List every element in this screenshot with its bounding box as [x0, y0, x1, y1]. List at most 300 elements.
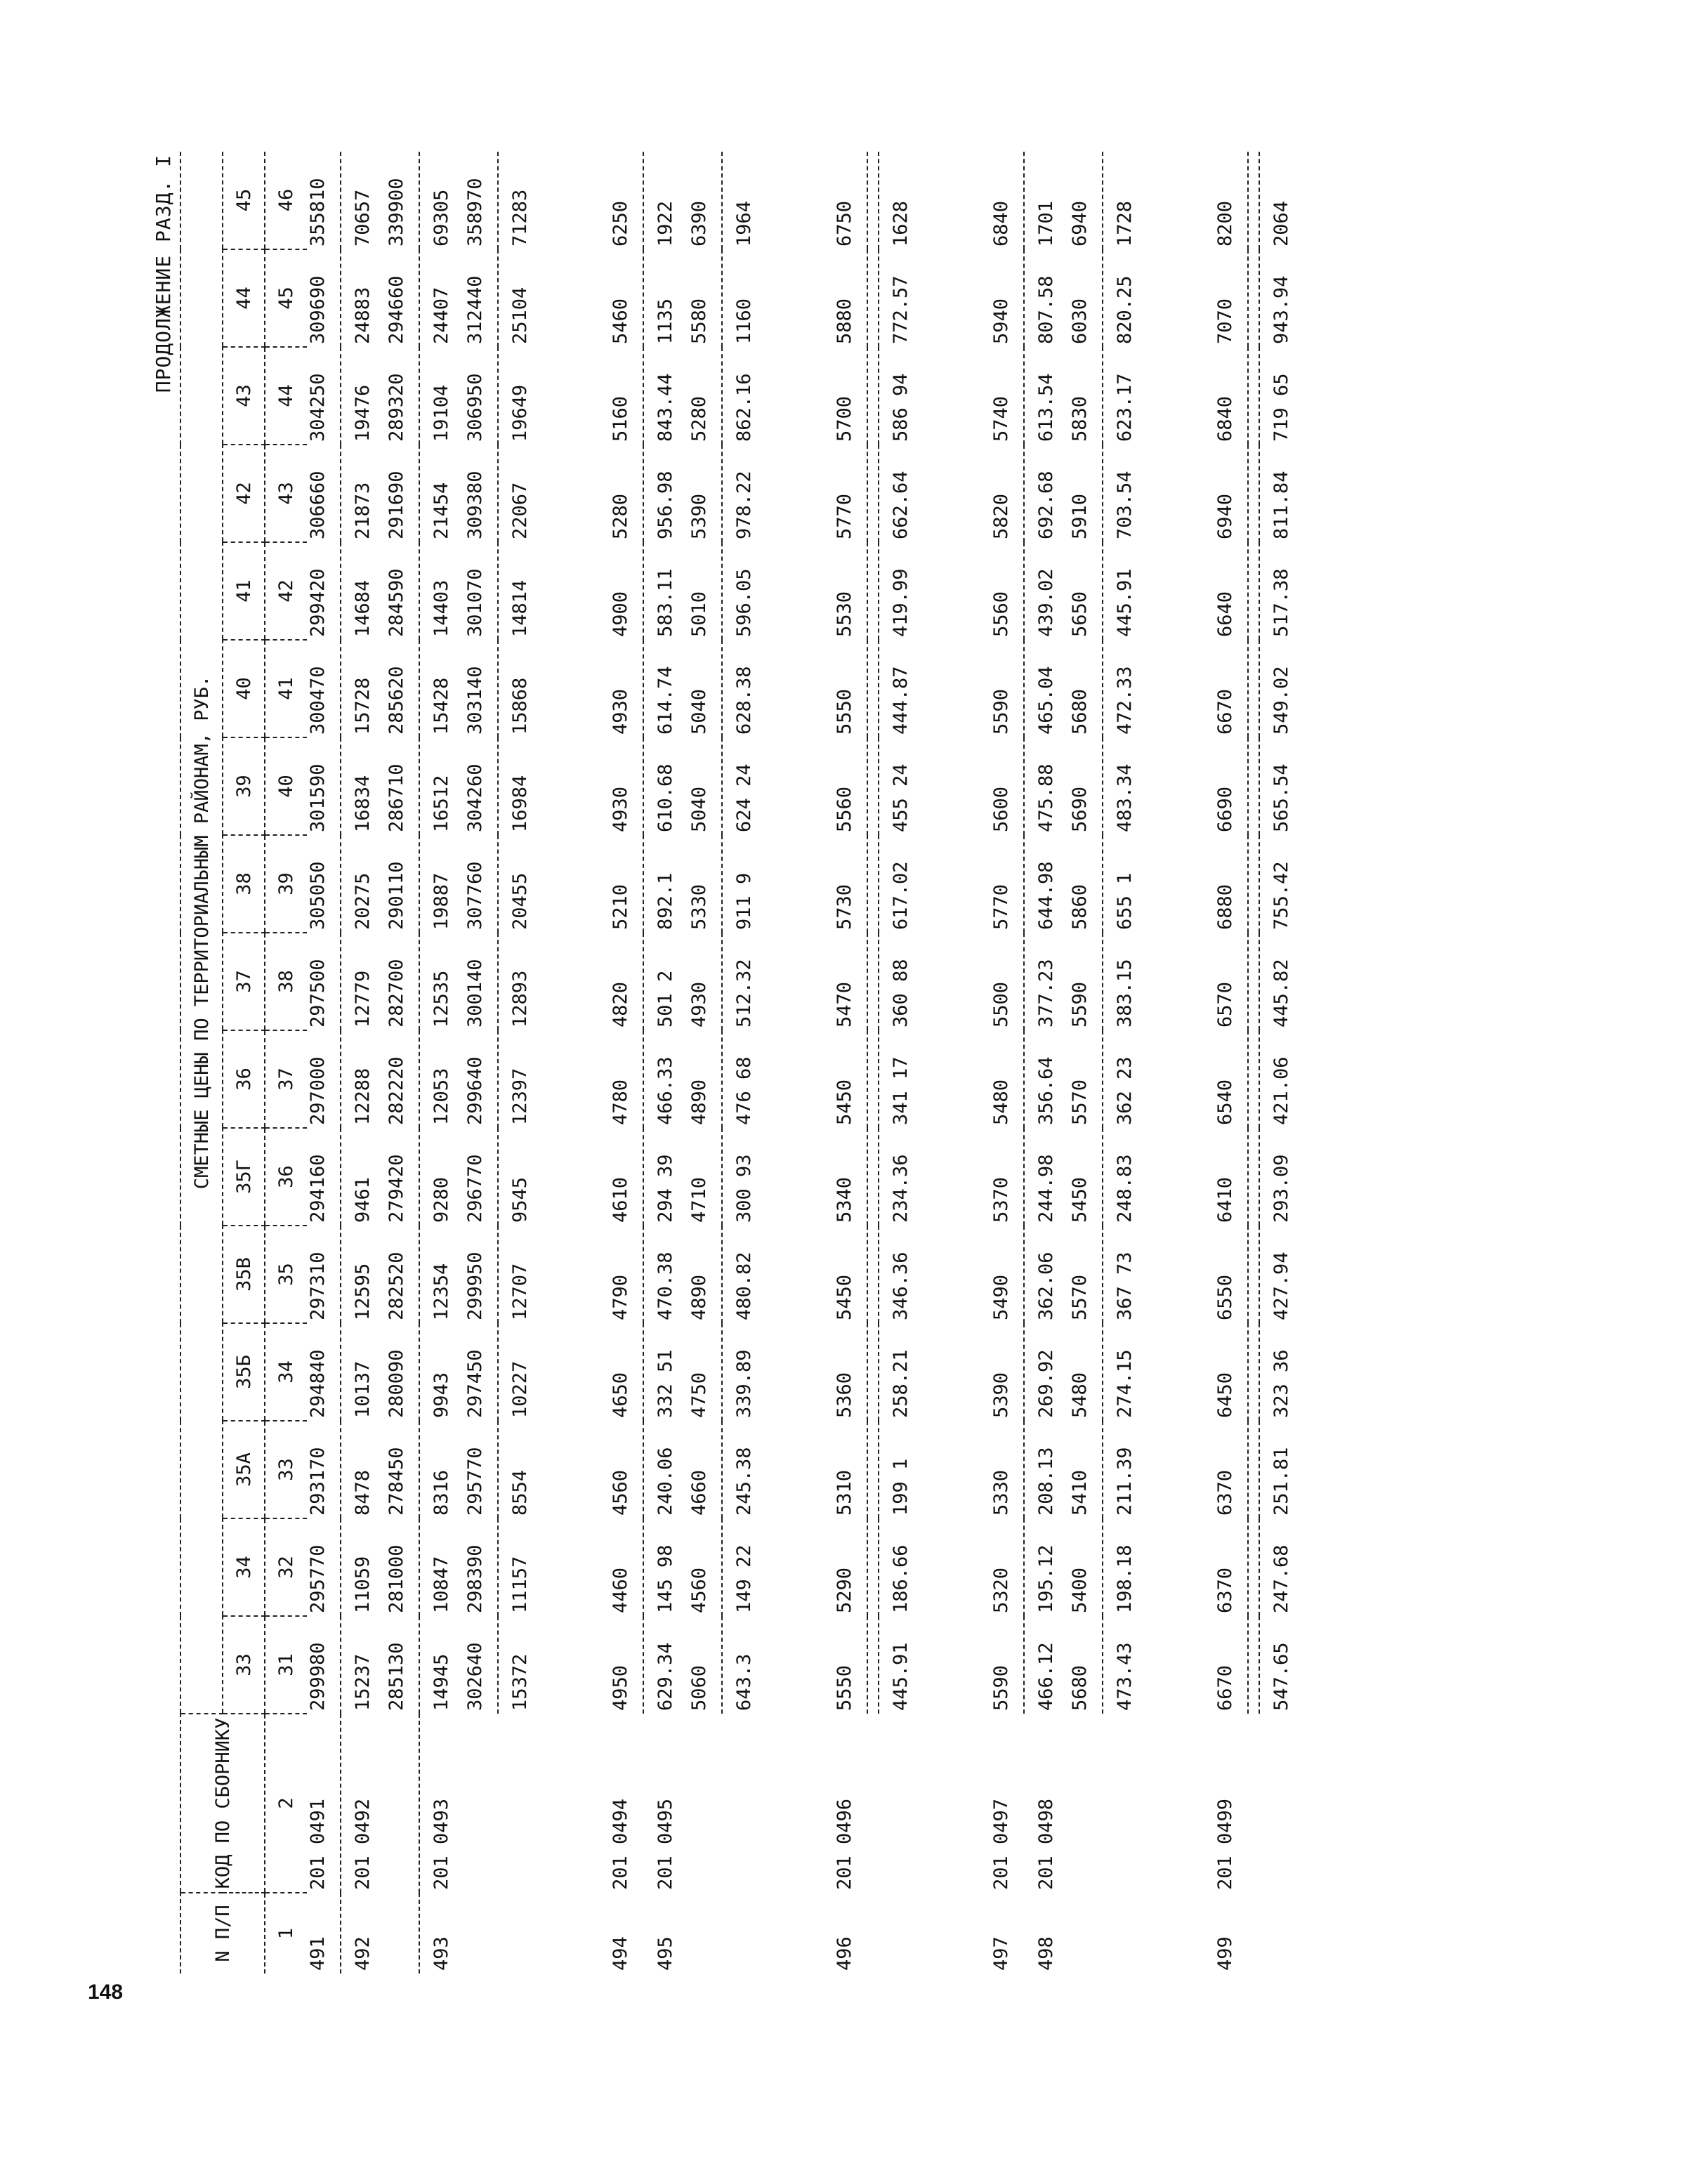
separator-cell [1259, 445, 1270, 542]
separator-cell [879, 640, 890, 737]
price-cell: 4930 [688, 981, 710, 1027]
price-cell: 367 73 [1114, 1252, 1136, 1320]
separator-cell [341, 1128, 352, 1226]
price-cell: 12595 [352, 1263, 374, 1320]
price-cell: 5940 [990, 298, 1012, 344]
separator-cell [419, 933, 431, 1030]
price-cell: 5040 [688, 688, 710, 735]
separator-cell [1103, 445, 1114, 542]
separator-cell [722, 835, 733, 933]
row-code [509, 1714, 543, 1893]
header-column-number: 39 [265, 835, 307, 933]
separator-cell [1259, 249, 1270, 347]
price-cell: 4560 [610, 1469, 631, 1516]
price-cell: 5860 [1069, 884, 1091, 930]
separator-cell [643, 542, 655, 640]
price-cell: 332 51 [655, 1349, 676, 1418]
price-cell: 5570 [1069, 1079, 1091, 1125]
price-cell: 355810 [307, 178, 329, 247]
price-cell: 299950 [464, 1252, 486, 1320]
separator-cell [643, 347, 655, 445]
spacer-cell [767, 1518, 834, 1616]
spacer-cell [767, 1616, 834, 1714]
price-cell: 12397 [509, 1068, 531, 1125]
row-number: 495 [655, 1936, 676, 1971]
separator-cell [722, 1893, 733, 1974]
header-column-number: 44 [265, 347, 307, 445]
price-cell: 297310 [307, 1252, 329, 1320]
price-cell: 5740 [990, 395, 1012, 442]
price-cell: 14814 [509, 579, 531, 637]
price-cell: 5820 [990, 493, 1012, 539]
header-column-number: 40 [265, 737, 307, 835]
separator-cell [643, 640, 655, 737]
spacer-cell [543, 445, 610, 542]
price-cell: 290110 [386, 861, 407, 930]
separator-cell [1248, 152, 1259, 249]
price-cell: 282700 [386, 959, 407, 1027]
price-cell: 623.17 [1114, 373, 1136, 442]
spacer-cell [924, 835, 990, 933]
separator-cell [1024, 347, 1035, 445]
price-cell: 294160 [307, 1154, 329, 1223]
price-cell: 911 9 [733, 872, 755, 930]
separator-cell [879, 1226, 890, 1323]
separator-cell [1259, 640, 1270, 737]
separator-cell [1248, 1616, 1259, 1714]
price-cell: 6390 [688, 200, 710, 247]
price-cell: 195.12 [1035, 1544, 1057, 1613]
price-cell: 299640 [464, 1056, 486, 1125]
separator-cell [867, 249, 879, 347]
table-row [655, 152, 688, 1974]
price-cell: 4460 [610, 1567, 631, 1613]
price-cell: 19649 [509, 384, 531, 442]
separator-cell [498, 933, 509, 1030]
price-cell: 12779 [352, 970, 374, 1027]
separator-cell [722, 1714, 733, 1893]
separator-cell [1024, 445, 1035, 542]
price-cell: 15728 [352, 677, 374, 735]
price-cell: 302640 [464, 1642, 486, 1711]
separator-cell [1103, 1518, 1114, 1616]
row-code: 201 0497 [990, 1798, 1012, 1890]
separator-cell [1103, 1128, 1114, 1226]
price-cell: 692.68 [1035, 471, 1057, 539]
separator-cell [341, 1616, 352, 1714]
separator-cell [867, 737, 879, 835]
price-cell: 5320 [990, 1567, 1012, 1613]
price-cell: 5770 [834, 493, 855, 539]
spacer-cell [543, 1893, 610, 1974]
separator-cell [643, 1030, 655, 1128]
separator-cell [879, 737, 890, 835]
table-row [834, 152, 867, 1974]
separator-cell [498, 1518, 509, 1616]
price-cell: 470.38 [655, 1252, 676, 1320]
price-cell: 5470 [834, 981, 855, 1027]
separator-cell [1248, 347, 1259, 445]
price-cell: 6750 [834, 200, 855, 247]
spacer-cell [924, 640, 990, 737]
price-cell: 269.92 [1035, 1349, 1057, 1418]
price-cell: 5160 [610, 395, 631, 442]
price-cell: 22067 [509, 482, 531, 539]
price-cell: 4780 [610, 1079, 631, 1125]
price-cell: 811.84 [1270, 471, 1292, 539]
table-header [180, 152, 307, 1974]
separator-cell [867, 1226, 879, 1323]
row-code-empty [688, 1714, 722, 1893]
separator-cell [879, 1714, 890, 1893]
price-cell: 583.11 [655, 568, 676, 637]
table-body [307, 152, 1304, 1974]
separator-cell [1024, 1323, 1035, 1421]
spacer-cell [767, 347, 834, 445]
price-cell: 341 17 [890, 1056, 912, 1125]
separator-cell [1259, 933, 1270, 1030]
row-code [1114, 1714, 1148, 1893]
price-cell: 356.64 [1035, 1056, 1057, 1125]
spacer-cell [767, 835, 834, 933]
price-cell: 362.06 [1035, 1252, 1057, 1320]
price-cell: 5500 [990, 981, 1012, 1027]
price-cell: 309380 [464, 471, 486, 539]
price-cell: 312440 [464, 275, 486, 344]
spacer-cell [1148, 1323, 1214, 1421]
spacer-cell [924, 445, 990, 542]
separator-cell [643, 1421, 655, 1518]
table-row [464, 152, 498, 1974]
price-cell: 6250 [610, 200, 631, 247]
price-cell: 383.15 [1114, 959, 1136, 1027]
price-cell: 300470 [307, 666, 329, 735]
row-code-empty [1069, 1714, 1103, 1893]
row-code: 201 0493 [431, 1798, 452, 1890]
separator-cell [1259, 1128, 1270, 1226]
separator-cell [1024, 542, 1035, 640]
price-cell: 5290 [834, 1567, 855, 1613]
separator-cell [643, 1226, 655, 1323]
price-cell: 360 88 [890, 959, 912, 1027]
spacer-cell [543, 1421, 610, 1518]
row-code [733, 1714, 767, 1893]
spacer-cell [543, 640, 610, 737]
header-region: 35Б [223, 1323, 265, 1421]
price-cell: 70657 [352, 189, 374, 247]
price-cell: 624 24 [733, 763, 755, 832]
price-cell: 4900 [610, 591, 631, 637]
price-cell: 549.02 [1270, 666, 1292, 735]
price-cell: 10137 [352, 1360, 374, 1418]
price-cell: 20275 [352, 872, 374, 930]
price-cell: 5280 [610, 493, 631, 539]
price-cell: 4750 [688, 1372, 710, 1418]
separator-cell [1248, 445, 1259, 542]
separator-cell [879, 1518, 890, 1616]
spacer-cell [1148, 1421, 1214, 1518]
table-row [1114, 152, 1148, 1974]
separator-cell [1259, 1518, 1270, 1616]
separator-cell [722, 737, 733, 835]
price-cell: 4950 [610, 1664, 631, 1711]
separator-cell [1248, 1518, 1259, 1616]
separator-cell [498, 542, 509, 640]
page-number: 148 [88, 1981, 124, 2004]
price-cell: 5370 [990, 1176, 1012, 1223]
separator-cell [1103, 1893, 1114, 1974]
price-cell: 4710 [688, 1176, 710, 1223]
separator-cell [341, 835, 352, 933]
separator-cell [867, 1893, 879, 1974]
price-cell: 284590 [386, 568, 407, 637]
header-column-number: 33 [265, 1421, 307, 1518]
price-cell: 1964 [733, 200, 755, 247]
separator-cell [867, 1030, 879, 1128]
separator-cell [498, 249, 509, 347]
table-row [1270, 152, 1304, 1974]
price-cell: 445.91 [1114, 568, 1136, 637]
table-row [1069, 152, 1103, 1974]
price-cell: 306950 [464, 373, 486, 442]
price-cell: 6030 [1069, 298, 1091, 344]
header-region: 42 [223, 445, 265, 542]
separator-cell [498, 152, 509, 249]
separator-cell [867, 542, 879, 640]
price-cell: 5680 [1069, 688, 1091, 735]
price-cell: 377.23 [1035, 959, 1057, 1027]
table-row [688, 152, 722, 1974]
table-row [307, 152, 341, 1974]
price-cell: 5910 [1069, 493, 1091, 539]
price-cell: 346.36 [890, 1252, 912, 1320]
header-column-number: 46 [265, 152, 307, 249]
price-cell: 362 23 [1114, 1056, 1136, 1125]
separator-cell [722, 1030, 733, 1128]
price-cell: 807.58 [1035, 275, 1057, 344]
price-cell: 11059 [352, 1556, 374, 1613]
separator-cell [643, 249, 655, 347]
spacer-cell [767, 542, 834, 640]
price-cell: 279420 [386, 1154, 407, 1223]
spacer-cell [767, 933, 834, 1030]
price-cell: 339.89 [733, 1349, 755, 1418]
table-row [431, 152, 464, 1974]
separator-cell [867, 1714, 879, 1893]
price-cell: 6940 [1214, 493, 1236, 539]
spacer-cell [924, 1714, 990, 1893]
price-cell: 2064 [1270, 200, 1292, 247]
separator-cell [1248, 542, 1259, 640]
price-cell: 301070 [464, 568, 486, 637]
price-cell: 6570 [1214, 981, 1236, 1027]
price-cell: 10227 [509, 1360, 531, 1418]
price-cell: 596.05 [733, 568, 755, 637]
separator-cell [1259, 1714, 1270, 1893]
separator-cell [643, 1518, 655, 1616]
row-code [890, 1714, 924, 1893]
spacer-cell [1148, 640, 1214, 737]
price-cell: 445.91 [890, 1642, 912, 1711]
price-cell: 278450 [386, 1447, 407, 1516]
price-cell: 480.82 [733, 1252, 755, 1320]
price-cell: 4890 [688, 1274, 710, 1320]
price-cell: 444.87 [890, 666, 912, 735]
price-cell: 5830 [1069, 395, 1091, 442]
price-cell: 5560 [990, 591, 1012, 637]
row-number [1114, 1893, 1148, 1974]
price-cell: 6370 [1214, 1567, 1236, 1613]
price-table [180, 152, 1304, 1974]
price-cell: 286710 [386, 763, 407, 832]
separator-cell [498, 347, 509, 445]
row-number [733, 1893, 767, 1974]
separator-cell [879, 542, 890, 640]
price-cell: 14403 [431, 579, 452, 637]
spacer-cell [1148, 1518, 1214, 1616]
price-cell: 7070 [1214, 298, 1236, 344]
price-cell: 6670 [1214, 1664, 1236, 1711]
separator-cell [867, 152, 879, 249]
spacer-cell [543, 1128, 610, 1226]
separator-cell [419, 542, 431, 640]
header-column-number: 32 [265, 1518, 307, 1616]
separator-cell [1259, 1893, 1270, 1974]
price-cell: 5600 [990, 786, 1012, 832]
separator-cell [1103, 542, 1114, 640]
price-cell: 285130 [386, 1642, 407, 1711]
price-cell: 296770 [464, 1154, 486, 1223]
price-cell: 5450 [834, 1274, 855, 1320]
separator-cell [1248, 1421, 1259, 1518]
separator-cell [341, 737, 352, 835]
price-cell: 5590 [1069, 981, 1091, 1027]
price-cell: 208.13 [1035, 1447, 1057, 1516]
spacer-cell [543, 1518, 610, 1616]
price-cell: 5480 [1069, 1372, 1091, 1418]
price-cell: 628.38 [733, 666, 755, 735]
table-row [1214, 152, 1248, 1974]
price-cell: 5280 [688, 395, 710, 442]
spacer-cell [1148, 1616, 1214, 1714]
price-cell: 5480 [990, 1079, 1012, 1125]
price-cell: 240.06 [655, 1447, 676, 1516]
separator-cell [867, 1421, 879, 1518]
price-cell: 71283 [509, 189, 531, 247]
price-cell: 5360 [834, 1372, 855, 1418]
spacer-cell [543, 347, 610, 445]
price-cell: 280090 [386, 1349, 407, 1418]
row-number: 493 [431, 1936, 452, 1971]
separator-cell [1024, 1030, 1035, 1128]
header-column-number: 45 [265, 249, 307, 347]
row-number: 496 [834, 1936, 855, 1971]
separator-cell [867, 1128, 879, 1226]
separator-cell [879, 1128, 890, 1226]
header-region: 38 [223, 835, 265, 933]
separator-cell [867, 933, 879, 1030]
price-cell: 565.54 [1270, 763, 1292, 832]
price-cell: 11157 [509, 1556, 531, 1613]
price-cell: 1135 [655, 298, 676, 344]
price-cell: 6690 [1214, 786, 1236, 832]
price-cell: 1922 [655, 200, 676, 247]
price-cell: 466.12 [1035, 1642, 1057, 1711]
price-cell: 5530 [834, 591, 855, 637]
header-column-number: 42 [265, 542, 307, 640]
separator-cell [722, 1226, 733, 1323]
price-cell: 5210 [610, 884, 631, 930]
price-cell: 299980 [307, 1642, 329, 1711]
price-cell: 298390 [464, 1544, 486, 1613]
price-cell: 6670 [1214, 688, 1236, 735]
separator-cell [1103, 152, 1114, 249]
separator-cell [419, 1128, 431, 1226]
separator-cell [1024, 933, 1035, 1030]
separator-cell [1103, 933, 1114, 1030]
price-cell: 613.54 [1035, 373, 1057, 442]
separator-cell [867, 1323, 879, 1421]
separator-cell [1248, 1030, 1259, 1128]
spacer-cell [1148, 835, 1214, 933]
price-cell: 512.32 [733, 959, 755, 1027]
spacer-cell [1148, 1226, 1214, 1323]
separator-cell [1248, 737, 1259, 835]
separator-cell [1248, 933, 1259, 1030]
separator-cell [1024, 1893, 1035, 1974]
separator-cell [1103, 737, 1114, 835]
separator-cell [419, 1616, 431, 1714]
spacer-cell [767, 737, 834, 835]
price-cell: 9461 [352, 1176, 374, 1223]
spacer-cell [767, 249, 834, 347]
spacer-cell [767, 640, 834, 737]
separator-cell [1024, 1616, 1035, 1714]
spacer-cell [767, 1893, 834, 1974]
header-region: 35А [223, 1421, 265, 1518]
header-column-number: 34 [265, 1323, 307, 1421]
separator-cell [722, 640, 733, 737]
price-cell: 5010 [688, 591, 710, 637]
separator-cell [419, 152, 431, 249]
row-number: 499 [1214, 1936, 1236, 1971]
price-cell: 466.33 [655, 1056, 676, 1125]
separator-cell [722, 1323, 733, 1421]
table-row [352, 152, 386, 1974]
separator-cell [722, 445, 733, 542]
price-cell: 19887 [431, 872, 452, 930]
row-code: 201 0494 [610, 1798, 631, 1890]
price-cell: 755.42 [1270, 861, 1292, 930]
price-cell: 6880 [1214, 884, 1236, 930]
separator-cell [1024, 1421, 1035, 1518]
price-cell: 285620 [386, 666, 407, 735]
price-cell: 12893 [509, 970, 531, 1027]
price-cell: 234.36 [890, 1154, 912, 1223]
price-cell: 843.44 [655, 373, 676, 442]
price-cell: 5550 [834, 1664, 855, 1711]
row-code-empty [386, 1714, 419, 1893]
price-cell: 655 1 [1114, 872, 1136, 930]
table-row [509, 152, 543, 1974]
row-code [1270, 1714, 1304, 1893]
row-code: 201 0492 [352, 1798, 374, 1890]
separator-cell [341, 640, 352, 737]
price-cell: 4930 [610, 786, 631, 832]
price-cell: 16834 [352, 775, 374, 832]
spacer-cell [543, 1714, 610, 1893]
separator-cell [1103, 1226, 1114, 1323]
